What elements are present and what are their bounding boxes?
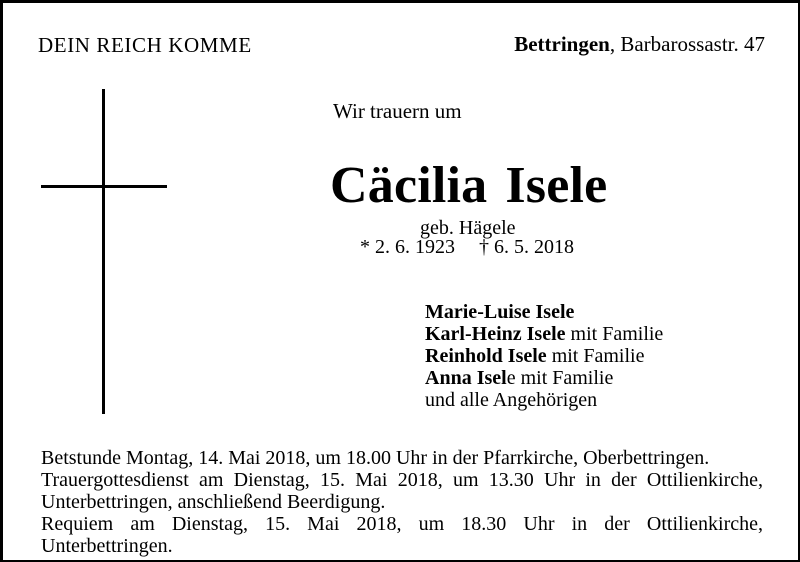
maiden-name: geb. Hägele bbox=[420, 217, 516, 239]
mourner-row bbox=[425, 323, 663, 345]
mourner-name: Anna Isel bbox=[425, 367, 507, 389]
birth-date: * 2. 6. 1923 bbox=[360, 236, 455, 258]
mourner-row bbox=[425, 301, 663, 323]
mourner-suffix: mit Familie bbox=[565, 323, 664, 345]
service-line: Requiem am Dienstag, 15. Mai 2018, um 18.30 Uhr in der Ottilienkirche, Unterbettringen. bbox=[41, 513, 763, 557]
service-schedule bbox=[41, 447, 763, 557]
motto-heading: DEIN REICH KOMME bbox=[38, 33, 252, 57]
mourner-suffix: und alle Angehörigen bbox=[425, 389, 598, 411]
mourner-suffix: e mit Familie bbox=[506, 367, 614, 389]
mourner-row bbox=[425, 367, 663, 389]
mourner-row bbox=[425, 389, 663, 411]
deceased-first-name: Cäcilia bbox=[330, 157, 488, 214]
deceased-name bbox=[330, 156, 607, 215]
mourner-name: Karl-Heinz Isele bbox=[425, 323, 566, 345]
death-date: † 6. 5. 2018 bbox=[479, 236, 574, 258]
deceased-last-name: Isele bbox=[505, 157, 608, 214]
mourner-name: Reinhold Isele bbox=[425, 345, 547, 367]
cross-horizontal-bar bbox=[41, 185, 167, 188]
mourners-list bbox=[425, 301, 663, 411]
mourner-suffix: mit Familie bbox=[546, 345, 645, 367]
service-line: Unterbettringen, anschließend Beerdigung. bbox=[41, 491, 386, 513]
address-town: Bettringen bbox=[514, 32, 610, 56]
address-line bbox=[514, 32, 765, 57]
life-dates bbox=[360, 236, 574, 259]
address-street: , Barbarossastr. 47 bbox=[609, 32, 765, 56]
mourner-row bbox=[425, 345, 663, 367]
intro-text: Wir trauern um bbox=[333, 99, 462, 123]
cross-vertical-bar bbox=[102, 89, 105, 414]
mourner-name: Marie-Luise Isele bbox=[425, 301, 575, 323]
service-line: Trauergottesdienst am Dienstag, 15. Mai 2018, um 13.30 Uhr in der Ottilienkirche, bbox=[41, 469, 763, 491]
service-line: Betstunde Montag, 14. Mai 2018, um 18.00 Uhr in der Pfarrkirche, Oberbettringen. bbox=[41, 447, 710, 469]
